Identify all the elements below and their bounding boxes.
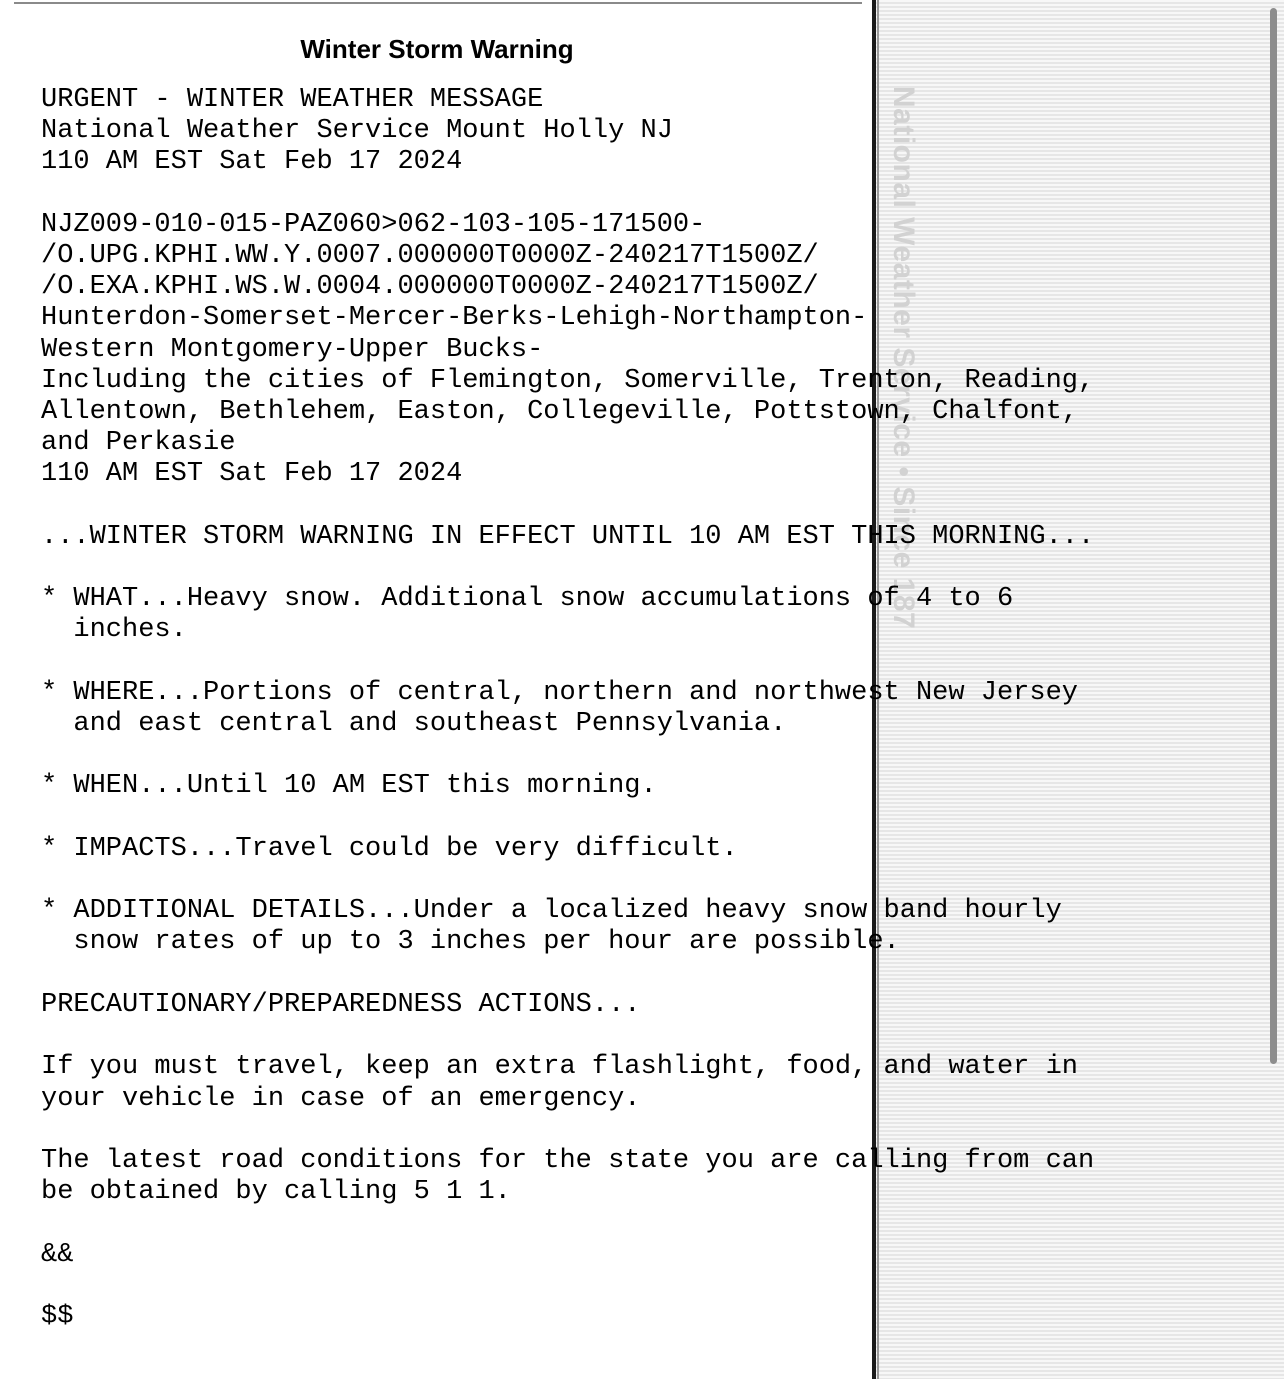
message-line: be obtained by calling 5 1 1. xyxy=(41,1177,511,1208)
message-line: * WHAT...Heavy snow. Additional snow accumulations of 4 to 6 xyxy=(41,584,1014,615)
scrollbar-thumb[interactable] xyxy=(1270,8,1277,1064)
message-line: National Weather Service Mount Holly NJ xyxy=(41,116,673,147)
message-line: and Perkasie xyxy=(41,428,236,459)
message-line: * WHERE...Portions of central, northern and northwest New Jersey xyxy=(41,677,1078,708)
message-line: snow rates of up to 3 inches per hour are possible. xyxy=(41,927,900,958)
page-title: Winter Storm Warning xyxy=(300,34,574,64)
message-line: $$ xyxy=(41,1301,74,1332)
message-line: Hunterdon-Somerset-Mercer-Berks-Lehigh-Northampton- xyxy=(41,303,868,334)
message-line: The latest road conditions for the state you are calling from can xyxy=(41,1145,1095,1176)
message-line: NJZ009-010-015-PAZ060>062-103-105-171500- xyxy=(41,209,706,240)
message-line: Western Montgomery-Upper Bucks- xyxy=(41,334,544,365)
message-line: your vehicle in case of an emergency. xyxy=(41,1083,641,1114)
message-line: && xyxy=(41,1239,74,1270)
message-line: Allentown, Bethlehem, Easton, Collegeville, Pottstown, Chalfont, xyxy=(41,397,1078,428)
message-line: * IMPACTS...Travel could be very difficult. xyxy=(41,833,738,864)
message-line: and east central and southeast Pennsylvania. xyxy=(41,709,787,740)
message-line: Including the cities of Flemington, Somerville, Trenton, Reading, xyxy=(41,365,1095,396)
message-line: * WHEN...Until 10 AM EST this morning. xyxy=(41,771,657,802)
message-line: /O.UPG.KPHI.WW.Y.0007.000000T0000Z-240217T1500Z/ xyxy=(41,241,819,272)
message-line: PRECAUTIONARY/PREPAREDNESS ACTIONS... xyxy=(41,989,641,1020)
message-line: If you must travel, keep an extra flashlight, food, and water in xyxy=(41,1052,1078,1083)
message-line: 110 AM EST Sat Feb 17 2024 xyxy=(41,459,463,490)
message-line: URGENT - WINTER WEATHER MESSAGE xyxy=(41,85,544,115)
watermark-text: National Weather Service • Since 187 xyxy=(887,86,920,630)
message-line: * ADDITIONAL DETAILS...Under a localized heavy snow band hourly xyxy=(41,896,1062,927)
warning-message-text xyxy=(41,85,1271,1333)
top-divider xyxy=(14,2,862,4)
message-line: 110 AM EST Sat Feb 17 2024 xyxy=(41,147,463,178)
message-line: inches. xyxy=(41,615,187,646)
message-line: /O.EXA.KPHI.WS.W.0004.000000T0000Z-240217T1500Z/ xyxy=(41,272,819,303)
message-line: ...WINTER STORM WARNING IN EFFECT UNTIL 10 AM EST THIS MORNING... xyxy=(41,521,1095,552)
